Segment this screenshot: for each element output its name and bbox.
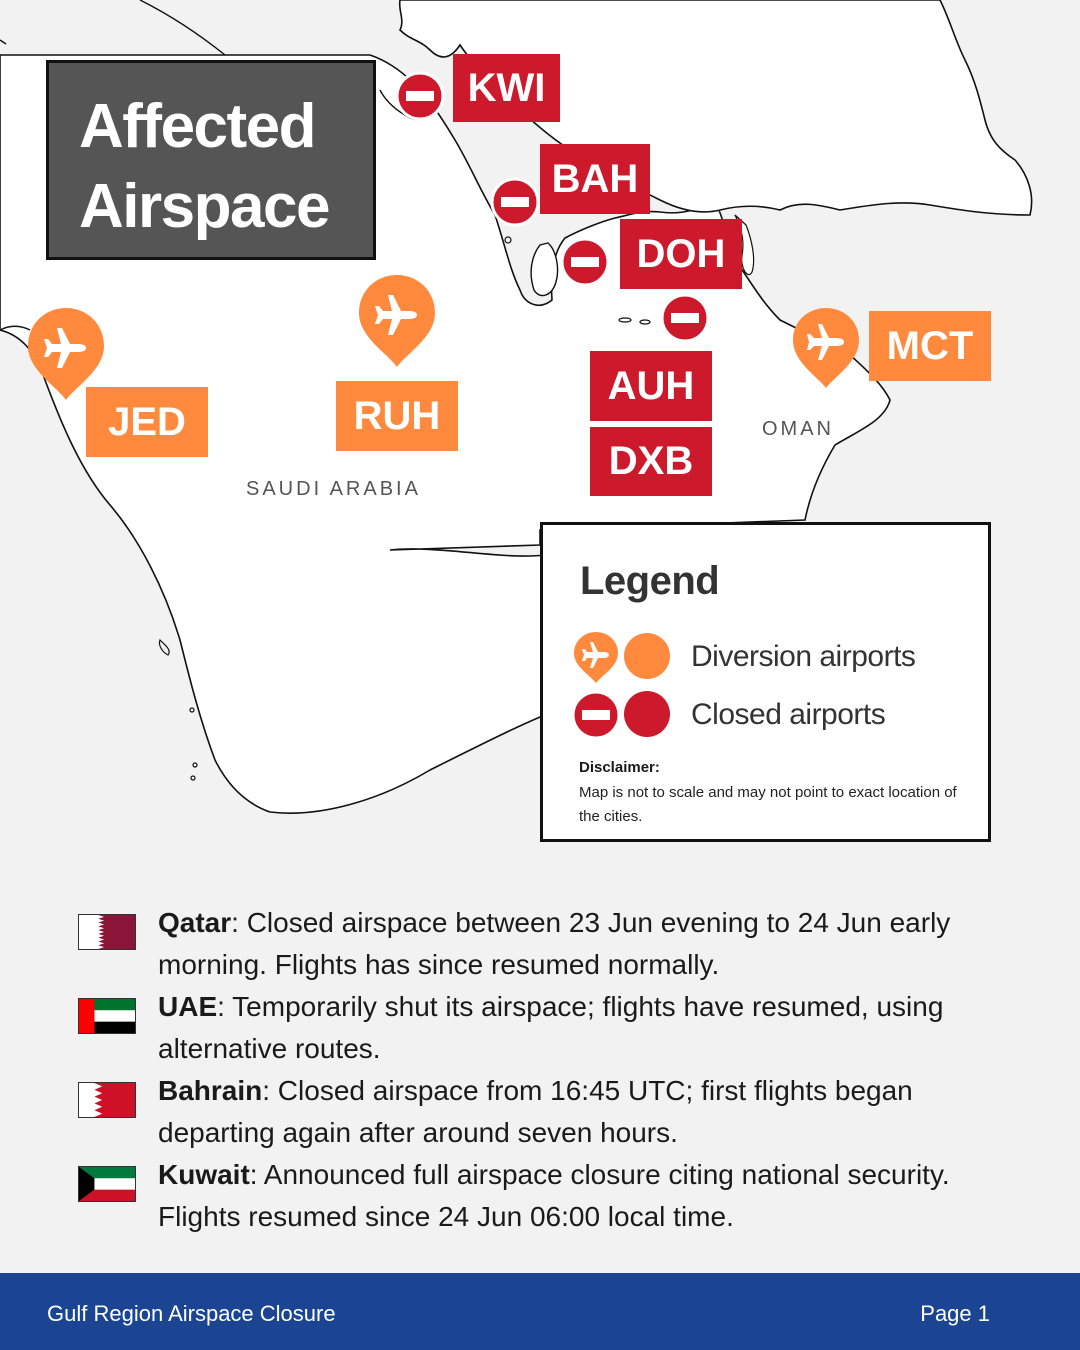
country-label-oman: OMAN	[762, 418, 834, 440]
no-entry-icon-bah	[492, 179, 538, 225]
note-country: Bahrain	[158, 1075, 263, 1106]
no-entry-icon	[571, 690, 621, 740]
airplane-pin-icon	[571, 629, 621, 685]
legend-diversion-label: Diversion airports	[691, 640, 916, 673]
note-bahrain	[78, 1070, 978, 1154]
legend-row-closed	[571, 690, 885, 740]
note-uae	[78, 986, 978, 1070]
bahrain-flag-icon	[78, 1082, 136, 1118]
country-label-saudi-arabia: SAUDI ARABIA	[246, 478, 421, 500]
note-kuwait	[78, 1154, 978, 1238]
note-text: : Temporarily shut its airspace; flights have resumed, using alternative routes.	[158, 991, 944, 1064]
airport-label-jed: JED	[86, 387, 208, 457]
note-country: Kuwait	[158, 1159, 250, 1190]
airport-label-ruh: RUH	[336, 381, 458, 451]
legend-closed-label: Closed airports	[691, 698, 886, 731]
disclaimer-title: Disclaimer:	[579, 759, 660, 776]
note-text: : Closed airspace from 16:45 UTC; first flights began departing again after around seven hours.	[158, 1075, 913, 1148]
note-country: Qatar	[158, 907, 232, 938]
title-line-1: Affected	[79, 92, 316, 161]
diversion-dot-icon	[623, 632, 673, 682]
uae-flag-icon	[78, 998, 136, 1034]
kuwait-flag-icon	[78, 1166, 136, 1202]
footer-title: Gulf Region Airspace Closure	[47, 1301, 336, 1326]
airport-label-bah: BAH	[540, 144, 650, 214]
closed-dot-icon	[623, 690, 673, 740]
footer-bar	[0, 1273, 1080, 1350]
legend-title: Legend	[580, 559, 720, 603]
airport-label-auh: AUH	[590, 351, 712, 421]
page-number: Page 1	[920, 1301, 990, 1326]
closure-notes	[78, 902, 978, 1238]
legend-box	[540, 522, 991, 842]
airport-label-dxb: DXB	[590, 427, 712, 496]
no-entry-icon-doh	[562, 239, 608, 285]
note-country: UAE	[158, 991, 218, 1022]
note-text: : Announced full airspace closure citing national security. Flights resumed since 24 Jun 06:00 local time.	[158, 1159, 950, 1232]
disclaimer-text: Map is not to scale and may not point to exact location of the cities.	[579, 784, 957, 825]
title-line-2: Airspace	[79, 172, 329, 241]
airport-label-mct: MCT	[869, 311, 991, 381]
qatar-flag-icon	[78, 914, 136, 950]
no-entry-icon-kwi	[397, 73, 443, 119]
legend-row-diversion	[571, 629, 915, 685]
airport-label-doh: DOH	[620, 219, 742, 289]
no-entry-icon-auh-dxb	[662, 295, 708, 341]
airport-label-kwi: KWI	[453, 54, 560, 122]
note-text: : Closed airspace between 23 Jun evening to 24 Jun early morning. Flights has since resumed normally.	[158, 907, 951, 980]
map-title-box	[46, 60, 376, 260]
note-qatar	[78, 902, 978, 986]
